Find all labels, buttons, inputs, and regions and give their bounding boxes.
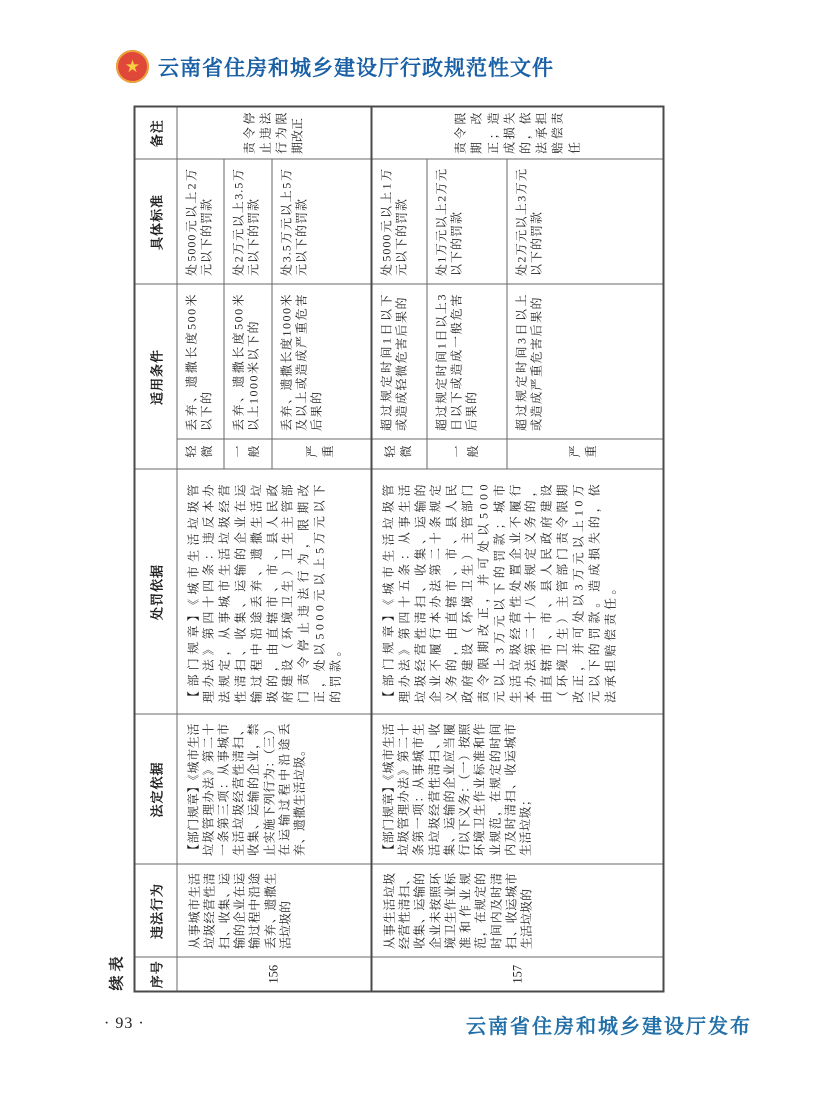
page-title: 云南省住房和城乡建设厅行政规范性文件 [158, 55, 554, 80]
header-illegal-act: 违法行为 [135, 865, 177, 958]
standard-cell: 处2万元以上3万元以下的罚款 [507, 159, 664, 284]
legal-basis-cell: 【部门规章】《城市生活垃圾管理办法》第二十条第一项：从事城市生活垃圾经营性清扫、收集、运输的企业应当履行以下义务：（一）按照环境卫生作业标准和作业规范，在规定的时间内及时清扫、收运城市生活垃圾； [372, 715, 664, 865]
header-penalty-basis: 处罚依据 [135, 470, 177, 715]
page-number: · 93 · [104, 1015, 145, 1032]
national-emblem-icon [116, 50, 149, 83]
standard-cell: 处2万元以上3.5万元以下的罚款 [224, 159, 272, 284]
continued-table-label: 续表 [109, 952, 126, 991]
condition-cell: 超过规定时间3日以上或造成严重危害后果的 [507, 284, 664, 439]
severity-label: 严重 [507, 440, 664, 470]
table-row-157-minor [372, 106, 427, 991]
severity-label: 一般 [427, 440, 507, 470]
header-serial: 序号 [135, 958, 177, 992]
standard-cell: 处5000元以上1万元以下的罚款 [372, 159, 427, 284]
serial-number: 156 [177, 958, 372, 992]
severity-label: 轻微 [177, 440, 224, 470]
illegal-act-cell: 从事城市生活垃圾经营性清扫、收集、运输的企业在运输过程中沿途丢弃、遗撒生活垃圾的 [177, 865, 372, 958]
severity-label: 一般 [224, 440, 272, 470]
condition-cell: 超过规定时间1日以上3日以下或造成一般危害后果的 [427, 284, 507, 439]
remark-cell: 责令限期改正；造成损失的，依法承担赔偿责任 [372, 106, 664, 159]
condition-cell: 超过规定时间1日以下或造成轻微危害后果的 [372, 284, 427, 439]
penalty-basis-cell: 【部门规章】《城市生活垃圾管理办法》第四十四条：违反本办法规定，从事城市生活垃圾经营性清扫、收集、运输的企业在运输过程中沿途丢弃、遗撒生活垃圾的，由直辖市、市、县人民政府建设（环境卫生）卫生主管部门责令停止违法行为，限期改正，处以5000元以上5万元以下的罚款。 [177, 470, 372, 715]
remark-cell: 责令停止违法行为限期改正 [177, 106, 372, 159]
condition-cell: 丢弃、遗撒长度1000米及以上或造成严重危害后果的 [272, 284, 372, 439]
illegal-act-cell: 从事生活垃圾经营性清扫、收集、运输的企业未按照环境卫生作业标准和作业规范，在规定的时间内及时清扫、收运城市生活垃圾的 [372, 865, 664, 958]
header-remark: 备注 [135, 106, 177, 159]
document-header [116, 50, 554, 83]
standard-cell: 处5000元以上2万元以下的罚款 [177, 159, 224, 284]
table-header-row [135, 106, 177, 991]
penalty-basis-cell: 【部门规章】《城市生活垃圾管理办法》第四十五条：从事生活垃圾经营性清扫、收集、运输的企业不履行本办法第二十条规定义务的，由直辖市、市、县人民政府建设（环境卫生）主管部门责令限期改正，并可处以5000元以上3万元以下的罚款；城市生活垃圾经营性处置企业不履行本办法第二十八条规定义务的，由直辖市、市、县人民政府建设（环境卫生）主管部门责令限期改正，并可处以3万元以上10万元以下的罚款。造成损失的，依法承担赔偿责任。 [372, 470, 664, 715]
publisher-footer: 云南省住房和城乡建设厅发布 [466, 1016, 752, 1038]
severity-label: 轻微 [372, 440, 427, 470]
header-legal-basis: 法定依据 [135, 715, 177, 865]
condition-cell: 丢弃、遗撒长度500米以上1000米以下的 [224, 284, 272, 439]
standard-cell: 处3.5万元以上5万元以下的罚款 [272, 159, 372, 284]
table-row-156-minor [177, 106, 224, 991]
rotated-table-container [103, 108, 663, 993]
severity-label: 严重 [272, 440, 372, 470]
condition-cell: 丢弃、遗撒长度500米以下的 [177, 284, 224, 439]
serial-number: 157 [372, 958, 664, 992]
standard-cell: 处1万元以上2万元以下的罚款 [427, 159, 507, 284]
legal-basis-cell: 【部门规章】《城市生活垃圾管理办法》第二十一条第三项：从事城市生活垃圾经营性清扫、收集、运输的企业，禁止实施下列行为：（三）在运输过程中沿途丢弃、遗撒生活垃圾。 [177, 715, 372, 865]
header-applicable-conditions: 适用条件 [135, 284, 177, 469]
header-specific-standard: 具体标准 [135, 159, 177, 284]
penalty-discretion-table [134, 105, 665, 992]
